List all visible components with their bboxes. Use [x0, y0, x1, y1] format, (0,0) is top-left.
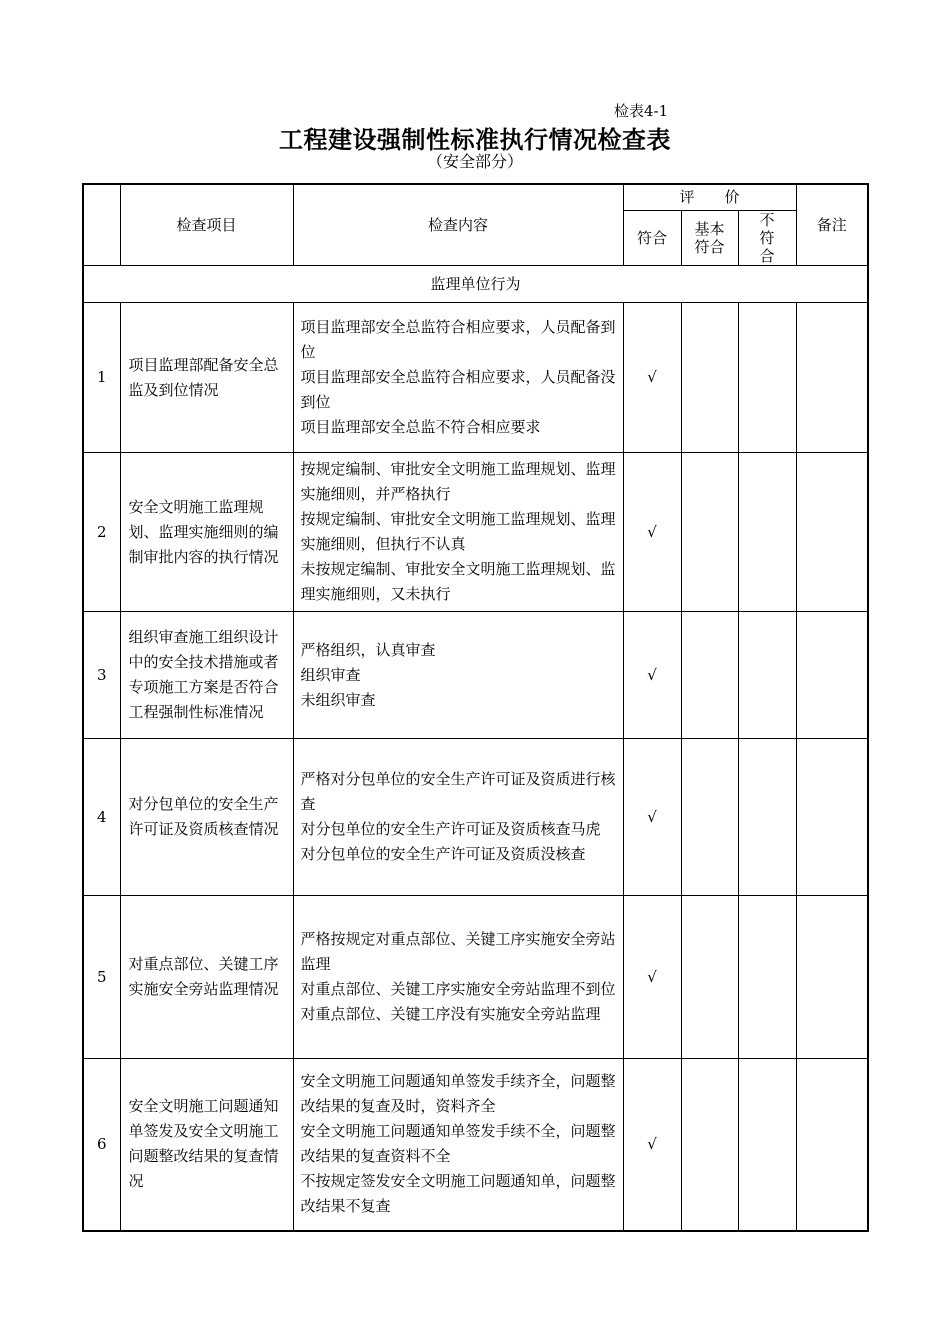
header-content: 检查内容 [293, 184, 623, 266]
basic-conform-cell [681, 303, 738, 453]
row-number: 2 [83, 453, 120, 612]
basic-conform-cell [681, 612, 738, 739]
header-row-1 [83, 184, 868, 211]
table-row [83, 1059, 868, 1231]
content-line: 按规定编制、审批安全文明施工监理规划、监理实施细则，并严格执行 [300, 460, 616, 503]
basic-conform-cell [681, 739, 738, 896]
table-row [83, 612, 868, 739]
section-row [83, 266, 868, 303]
not-conform-cell [738, 612, 796, 739]
check-content [293, 1059, 623, 1231]
row-number: 3 [83, 612, 120, 739]
content-line: 项目监理部安全总监不符合相应要求 [300, 418, 541, 436]
header-evaluation: 评 价 [623, 184, 796, 211]
content-line: 组织审查 [300, 665, 361, 684]
header-no-cell [83, 184, 120, 266]
header-basic-conform-text: 基本符合 [694, 220, 725, 256]
row-number: 1 [83, 303, 120, 453]
content-line: 对重点部位、关键工序实施安全旁站监理不到位 [300, 980, 616, 998]
remarks-cell [796, 453, 868, 612]
remarks-cell [796, 303, 868, 453]
content-line: 项目监理部安全总监符合相应要求，人员配备没到位 [300, 368, 616, 411]
form-code: 检表4-1 [614, 102, 669, 120]
header-not-conform [738, 211, 796, 266]
page-title: 工程建设强制性标准执行情况检查表 [279, 126, 671, 154]
remarks-cell [796, 896, 868, 1059]
check-content [293, 453, 623, 612]
conform-check-cell: √ [623, 739, 681, 896]
table-row [83, 896, 868, 1059]
content-line: 未组织审查 [300, 690, 376, 709]
remarks-cell [796, 739, 868, 896]
header-remarks: 备注 [796, 184, 868, 266]
conform-check-cell: √ [623, 1059, 681, 1231]
row-number: 6 [83, 1059, 120, 1231]
not-conform-cell [738, 453, 796, 612]
content-line: 安全文明施工问题通知单签发手续不全，问题整改结果的复查资料不全 [300, 1122, 616, 1166]
basic-conform-cell [681, 453, 738, 612]
conform-check-cell: √ [623, 612, 681, 739]
check-item: 安全文明施工监理规划、监理实施细则的编制审批内容的执行情况 [120, 453, 293, 612]
content-line: 严格对分包单位的安全生产许可证及资质进行核查 [300, 770, 616, 813]
header-not-conform-text: 不符合 [759, 211, 775, 265]
row-number: 5 [83, 896, 120, 1059]
header-basic-conform [681, 211, 738, 266]
remarks-cell [796, 612, 868, 739]
content-line: 未按规定编制、审批安全文明施工监理规划、监理实施细则，又未执行 [300, 560, 616, 603]
check-item: 组织审查施工组织设计中的安全技术措施或者专项施工方案是否符合工程强制性标准情况 [120, 612, 293, 739]
header-item: 检查项目 [120, 184, 293, 266]
check-item: 对分包单位的安全生产许可证及资质核查情况 [120, 739, 293, 896]
content-line: 项目监理部安全总监符合相应要求，人员配备到位 [300, 318, 616, 361]
conform-check-cell: √ [623, 453, 681, 612]
conform-check-cell: √ [623, 896, 681, 1059]
basic-conform-cell [681, 1059, 738, 1231]
content-line: 对重点部位、关键工序没有实施安全旁站监理 [300, 1005, 601, 1023]
content-line: 对分包单位的安全生产许可证及资质核查马虎 [300, 820, 601, 838]
not-conform-cell [738, 739, 796, 896]
content-line: 按规定编制、审批安全文明施工监理规划、监理实施细则，但执行不认真 [300, 510, 616, 553]
check-item: 安全文明施工问题通知单签发及安全文明施工问题整改结果的复查情况 [120, 1059, 293, 1231]
check-content [293, 303, 623, 453]
table-row [83, 453, 868, 612]
page-subtitle: （安全部分） [426, 152, 523, 171]
conform-check-cell: √ [623, 303, 681, 453]
check-content [293, 896, 623, 1059]
section-title: 监理单位行为 [83, 266, 868, 303]
check-content [293, 739, 623, 896]
table-row [83, 739, 868, 896]
check-item: 项目监理部配备安全总监及到位情况 [120, 303, 293, 453]
table-row [83, 303, 868, 453]
not-conform-cell [738, 896, 796, 1059]
check-content [293, 612, 623, 739]
content-line: 不按规定签发安全文明施工问题通知单，问题整改结果不复查 [300, 1172, 616, 1216]
check-item: 对重点部位、关键工序实施安全旁站监理情况 [120, 896, 293, 1059]
not-conform-cell [738, 1059, 796, 1231]
content-line: 对分包单位的安全生产许可证及资质没核查 [300, 845, 586, 863]
content-line: 严格组织，认真审查 [300, 640, 436, 659]
content-line: 严格按规定对重点部位、关键工序实施安全旁站监理 [300, 930, 616, 973]
inspection-table [82, 183, 869, 1232]
row-number: 4 [83, 739, 120, 896]
header-conform: 符合 [623, 211, 681, 266]
not-conform-cell [738, 303, 796, 453]
remarks-cell [796, 1059, 868, 1231]
content-line: 安全文明施工问题通知单签发手续齐全，问题整改结果的复查及时，资料齐全 [300, 1072, 616, 1116]
basic-conform-cell [681, 896, 738, 1059]
